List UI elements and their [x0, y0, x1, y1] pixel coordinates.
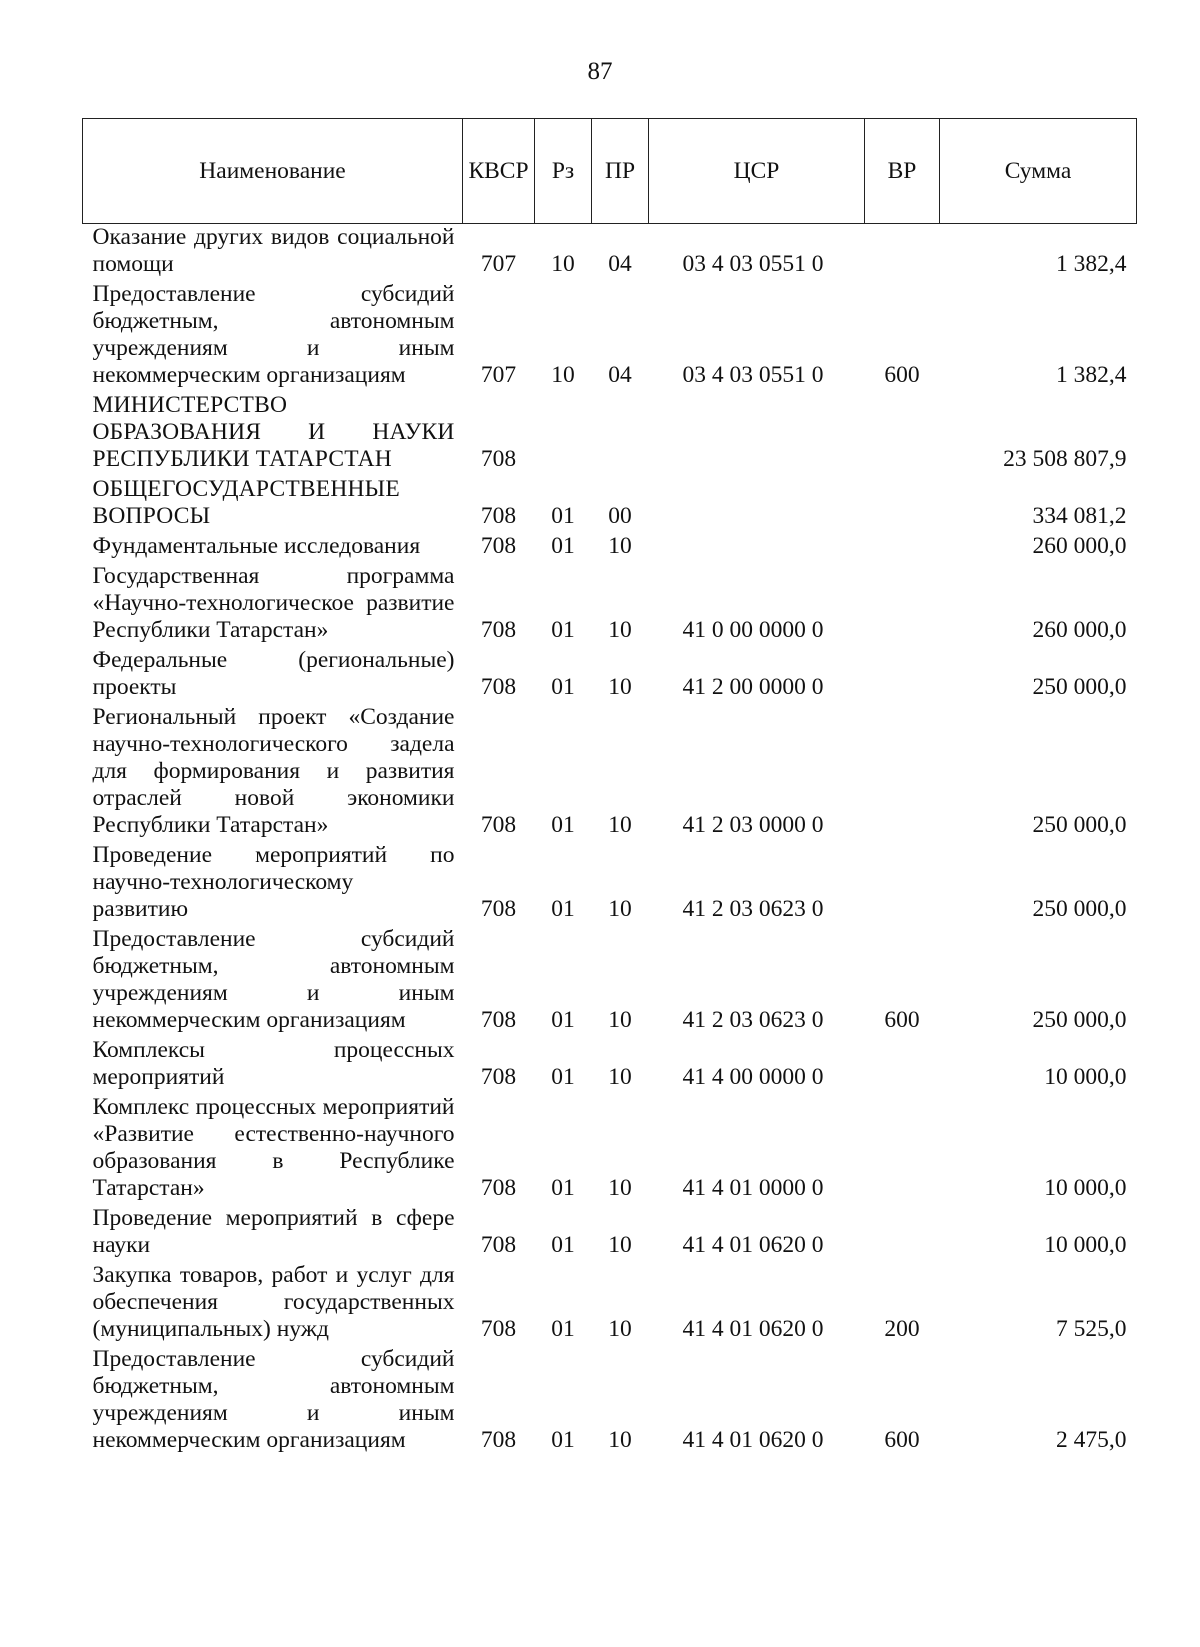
- cell-pr: 04: [608, 362, 632, 388]
- cell-kvsr: 708: [480, 503, 517, 529]
- table-row: [83, 1094, 1137, 1205]
- table-row: [83, 842, 1137, 926]
- cell-kvsr: 708: [480, 1064, 517, 1090]
- cell-rz: 01: [551, 1427, 575, 1453]
- table-row: [83, 1346, 1137, 1457]
- cell-sum: 334 081,2: [1032, 503, 1127, 529]
- cell-rz: 10: [551, 362, 575, 388]
- table-body: [83, 224, 1137, 1458]
- cell-rz: 01: [551, 617, 575, 643]
- cell-vr: [865, 224, 940, 282]
- table-row: [83, 1262, 1137, 1346]
- cell-rz: 01: [551, 1316, 575, 1342]
- cell-pr: 10: [608, 896, 632, 922]
- table-header: [83, 119, 1137, 224]
- cell-sum: 1 382,4: [1056, 362, 1127, 388]
- cell-pr: 10: [608, 1427, 632, 1453]
- cell-csr: 03 4 03 0551 0: [682, 362, 824, 388]
- cell-name: Закупка товаров, работ и услуг для обеспечения государственных (муниципальных) нужд: [92, 1262, 455, 1342]
- cell-sum: 10 000,0: [1044, 1232, 1127, 1258]
- cell-vr: 600: [884, 1427, 920, 1453]
- cell-kvsr: 708: [480, 1175, 517, 1201]
- table-row: [83, 476, 1137, 533]
- cell-csr: 41 2 03 0623 0: [682, 1007, 824, 1033]
- cell-csr: 41 2 03 0000 0: [682, 812, 824, 838]
- cell-vr: [865, 1094, 940, 1205]
- cell-kvsr: 708: [480, 1007, 517, 1033]
- cell-sum: 260 000,0: [1032, 617, 1127, 643]
- cell-rz: 01: [551, 503, 575, 529]
- cell-rz: 01: [551, 674, 575, 700]
- cell-kvsr: 708: [480, 446, 517, 472]
- cell-rz: 01: [551, 1175, 575, 1201]
- cell-vr: 600: [884, 362, 920, 388]
- table-row: [83, 926, 1137, 1037]
- cell-name: Оказание других видов социальной помощи: [92, 224, 455, 277]
- cell-csr: 41 2 03 0623 0: [682, 896, 824, 922]
- table-row: [83, 281, 1137, 392]
- cell-pr: 10: [608, 1232, 632, 1258]
- cell-pr: 10: [608, 1064, 632, 1090]
- cell-sum: 250 000,0: [1032, 1007, 1127, 1033]
- budget-table: [82, 118, 1137, 1457]
- cell-vr: [865, 1205, 940, 1262]
- cell-name: Проведение мероприятий в сфере науки: [92, 1205, 455, 1258]
- cell-vr: [865, 533, 940, 563]
- cell-csr: 41 4 01 0000 0: [682, 1175, 824, 1201]
- header-rz: Рз: [535, 119, 592, 224]
- table-row: [83, 647, 1137, 704]
- cell-sum: 250 000,0: [1032, 812, 1127, 838]
- header-kvsr: КВСР: [463, 119, 535, 224]
- cell-pr: 00: [608, 503, 632, 529]
- cell-vr: [865, 392, 940, 476]
- cell-vr: [865, 1037, 940, 1094]
- cell-rz: 10: [551, 251, 575, 277]
- table-row: [83, 704, 1137, 842]
- cell-kvsr: 708: [480, 674, 517, 700]
- cell-rz: 01: [551, 812, 575, 838]
- cell-vr: [865, 563, 940, 647]
- cell-kvsr: 708: [480, 812, 517, 838]
- cell-pr: 04: [608, 251, 632, 277]
- cell-csr: [649, 392, 865, 476]
- cell-rz: 01: [551, 896, 575, 922]
- cell-rz: 01: [551, 533, 575, 559]
- cell-sum: 10 000,0: [1044, 1175, 1127, 1201]
- cell-csr: [649, 476, 865, 533]
- table-row: [83, 392, 1137, 476]
- cell-pr: 10: [608, 1316, 632, 1342]
- cell-csr: 41 0 00 0000 0: [682, 617, 824, 643]
- cell-name: МИНИСТЕРСТВО ОБРАЗОВАНИЯ И НАУКИ РЕСПУБЛИКИ ТАТАРСТАН: [92, 392, 455, 472]
- cell-pr: 10: [608, 1007, 632, 1033]
- cell-pr: 10: [608, 674, 632, 700]
- cell-name: Региональный проект «Создание научно-технологического задела для формирования и развития отраслей новой экономики Республики Татарстан»: [92, 704, 455, 838]
- cell-csr: 03 4 03 0551 0: [682, 251, 824, 277]
- cell-sum: 260 000,0: [1032, 533, 1127, 559]
- cell-kvsr: 708: [480, 533, 517, 559]
- cell-name: Фундаментальные исследования: [92, 533, 421, 559]
- cell-pr: 10: [608, 812, 632, 838]
- cell-kvsr: 708: [480, 1427, 517, 1453]
- cell-pr: 10: [608, 617, 632, 643]
- cell-vr: [865, 647, 940, 704]
- cell-csr: [649, 533, 865, 563]
- cell-pr: [592, 392, 649, 476]
- table-row: [83, 224, 1137, 282]
- cell-kvsr: 708: [480, 896, 517, 922]
- cell-csr: 41 4 01 0620 0: [682, 1232, 824, 1258]
- cell-sum: 23 508 807,9: [1003, 446, 1127, 472]
- table-row: [83, 1037, 1137, 1094]
- cell-name: Федеральные (региональные) проекты: [92, 647, 455, 700]
- cell-kvsr: 707: [480, 362, 517, 388]
- cell-sum: 2 475,0: [1056, 1427, 1127, 1453]
- cell-rz: 01: [551, 1064, 575, 1090]
- cell-csr: 41 2 00 0000 0: [682, 674, 824, 700]
- cell-pr: 10: [608, 533, 632, 559]
- cell-kvsr: 708: [480, 617, 517, 643]
- cell-sum: 250 000,0: [1032, 896, 1127, 922]
- cell-kvsr: 708: [480, 1316, 517, 1342]
- header-name: Наименование: [83, 119, 463, 224]
- cell-name: Комплексы процессных мероприятий: [92, 1037, 455, 1090]
- cell-name: ОБЩЕГОСУДАРСТВЕННЫЕ ВОПРОСЫ: [92, 476, 400, 529]
- cell-csr: 41 4 01 0620 0: [682, 1427, 824, 1453]
- cell-kvsr: 707: [480, 251, 517, 277]
- cell-vr: 200: [884, 1316, 920, 1342]
- cell-rz: 01: [551, 1007, 575, 1033]
- cell-csr: 41 4 00 0000 0: [682, 1064, 824, 1090]
- cell-name: Государственная программа «Научно-технологическое развитие Республики Татарстан»: [92, 563, 455, 643]
- cell-name: Проведение мероприятий по научно-технологическому развитию: [92, 842, 455, 922]
- table-row: [83, 1205, 1137, 1262]
- cell-vr: 600: [884, 1007, 920, 1033]
- cell-sum: 7 525,0: [1056, 1316, 1127, 1342]
- page-number: 87: [587, 58, 613, 85]
- cell-vr: [865, 842, 940, 926]
- header-csr: ЦСР: [649, 119, 865, 224]
- cell-sum: 10 000,0: [1044, 1064, 1127, 1090]
- cell-csr: 41 4 01 0620 0: [682, 1316, 824, 1342]
- cell-kvsr: 708: [480, 1232, 517, 1258]
- table-row: [83, 533, 1137, 563]
- header-vr: ВР: [865, 119, 940, 224]
- cell-name: Предоставление субсидий бюджетным, автономным учреждениям и иным некоммерческим организациям: [92, 1346, 455, 1453]
- cell-sum: 1 382,4: [1056, 251, 1127, 277]
- cell-rz: 01: [551, 1232, 575, 1258]
- cell-vr: [865, 704, 940, 842]
- header-pr: ПР: [592, 119, 649, 224]
- cell-vr: [865, 476, 940, 533]
- cell-name: Комплекс процессных мероприятий «Развитие естественно-научного образования в Республике Татарстан»: [92, 1094, 455, 1201]
- header-sum: Сумма: [940, 119, 1137, 224]
- cell-rz: [535, 392, 592, 476]
- cell-pr: 10: [608, 1175, 632, 1201]
- cell-name: Предоставление субсидий бюджетным, автономным учреждениям и иным некоммерческим организациям: [92, 281, 455, 388]
- cell-name: Предоставление субсидий бюджетным, автономным учреждениям и иным некоммерческим организациям: [92, 926, 455, 1033]
- table-row: [83, 563, 1137, 647]
- cell-sum: 250 000,0: [1032, 674, 1127, 700]
